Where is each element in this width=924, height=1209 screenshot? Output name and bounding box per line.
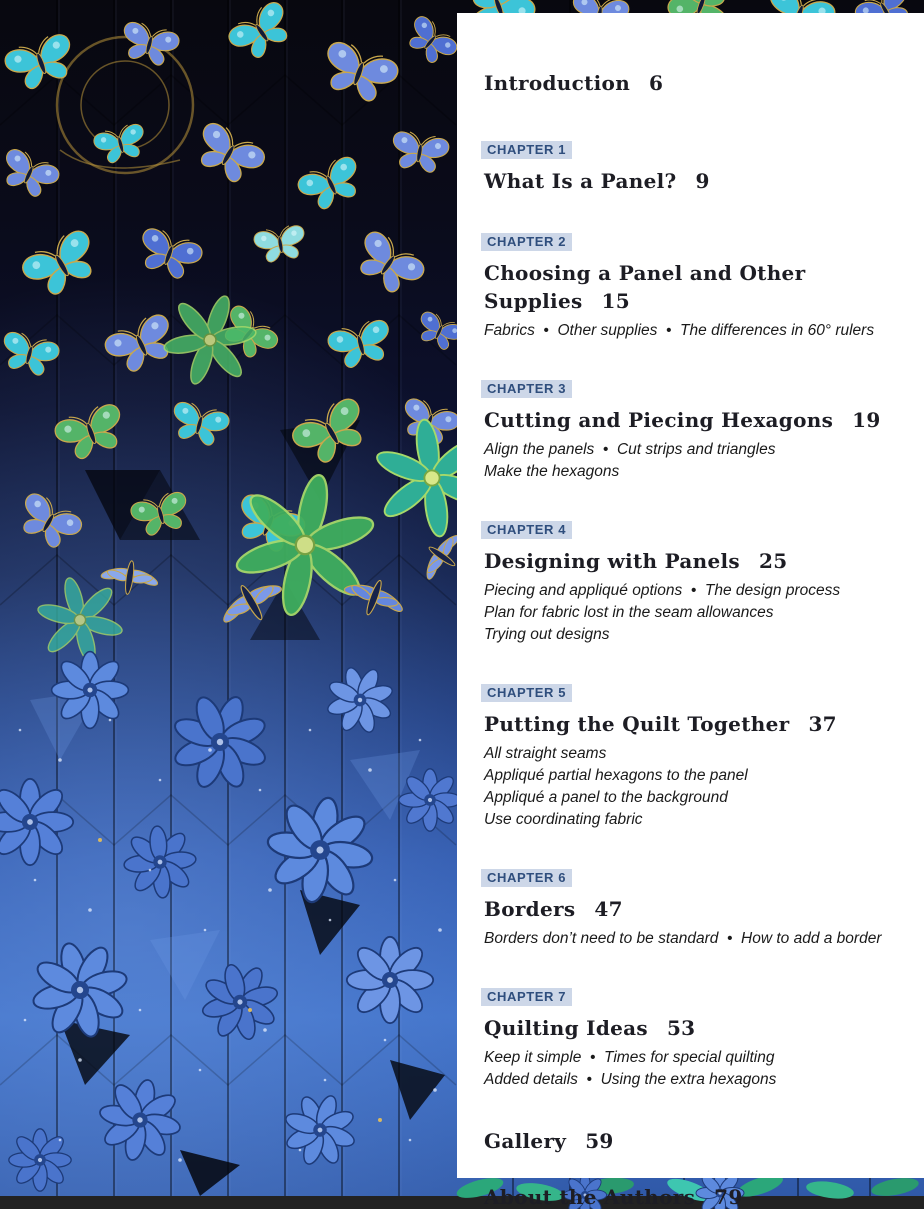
chapter-title-row xyxy=(484,167,908,195)
chapter-topics xyxy=(484,928,908,950)
chapter-topic-line: Appliqué partial hexagons to the panel xyxy=(484,767,748,784)
chapter-label: CHAPTER 1 xyxy=(481,141,572,159)
chapter-label: CHAPTER 2 xyxy=(481,233,572,251)
chapter-label: CHAPTER 7 xyxy=(481,988,572,1006)
chapter-page-number: 15 xyxy=(601,289,630,313)
chapter-topic-line: Added details • Using the extra hexagons xyxy=(484,1071,777,1088)
chapter-topic-line: Keep it simple • Times for special quilting xyxy=(484,1049,775,1066)
chapter-title-row xyxy=(484,259,908,315)
chapter-topic-line: Piecing and appliqué options • The design process xyxy=(484,582,841,599)
chapter-title: Putting the Quilt Together xyxy=(484,712,790,736)
chapter-title: Quilting Ideas xyxy=(484,1016,648,1040)
chapter-page-number: 37 xyxy=(808,712,837,736)
chapter-title-row xyxy=(484,406,908,434)
chapter-title: Choosing a Panel and Other Supplies xyxy=(484,261,806,313)
toc-entry-title: Introduction xyxy=(484,71,631,95)
chapter-topic-line: Use coordinating fabric xyxy=(484,811,643,828)
chapter-topic-line: Trying out designs xyxy=(484,626,610,643)
toc-chapter-3 xyxy=(484,380,908,483)
chapter-page-number: 47 xyxy=(594,897,623,921)
toc-entry-page-number: 6 xyxy=(649,71,664,95)
chapter-page-number: 53 xyxy=(666,1016,696,1040)
chapter-title: Cutting and Piecing Hexagons xyxy=(484,408,834,432)
chapter-page-number: 19 xyxy=(852,408,881,432)
toc-chapter-4 xyxy=(484,521,908,646)
chapter-topic-line: All straight seams xyxy=(484,745,607,762)
chapter-title-row xyxy=(484,895,908,923)
toc-entry-gallery xyxy=(484,1129,908,1153)
chapter-title: Designing with Panels xyxy=(484,549,740,573)
chapter-title: Borders xyxy=(484,897,576,921)
toc-entry-page-number: 59 xyxy=(585,1129,614,1153)
toc-chapter-1 xyxy=(484,141,908,195)
chapter-topic-line: Make the hexagons xyxy=(484,463,620,480)
chapter-title-row xyxy=(484,547,908,575)
chapter-topics xyxy=(484,320,908,342)
chapter-topic-line: Plan for fabric lost in the seam allowances xyxy=(484,604,774,621)
chapter-topic-line: Appliqué a panel to the background xyxy=(484,789,728,806)
chapter-title: What Is a Panel? xyxy=(484,169,677,193)
chapter-page-number: 25 xyxy=(758,549,788,573)
chapter-topics xyxy=(484,1047,908,1091)
chapter-topic-line: Borders don’t need to be standard • How to add a border xyxy=(484,930,882,947)
toc-entry-title: Gallery xyxy=(484,1129,567,1153)
chapter-label: CHAPTER 6 xyxy=(481,869,572,887)
chapter-page-number: 9 xyxy=(695,169,710,193)
chapter-label: CHAPTER 4 xyxy=(481,521,572,539)
toc-chapter-6 xyxy=(484,869,908,950)
chapter-topics xyxy=(484,743,908,831)
chapter-label: CHAPTER 3 xyxy=(481,380,572,398)
toc-entry-title: About the Authors xyxy=(484,1185,696,1209)
toc-chapter-7 xyxy=(484,988,908,1091)
toc-entry-page-number: 79 xyxy=(714,1185,743,1209)
chapter-topics xyxy=(484,580,908,646)
toc-chapter-5 xyxy=(484,684,908,831)
chapter-title-row xyxy=(484,710,908,738)
toc-chapter-2 xyxy=(484,233,908,342)
chapter-topic-line: Fabrics • Other supplies • The differences in 60° rulers xyxy=(484,322,875,339)
chapter-topics xyxy=(484,439,908,483)
chapter-title-row xyxy=(484,1014,908,1042)
toc-entry-about-the-authors xyxy=(484,1185,908,1209)
chapter-label: CHAPTER 5 xyxy=(481,684,572,702)
toc-entry-introduction xyxy=(484,71,908,95)
chapter-topic-line: Align the panels • Cut strips and triangles xyxy=(484,441,776,458)
toc-panel xyxy=(457,13,924,1209)
